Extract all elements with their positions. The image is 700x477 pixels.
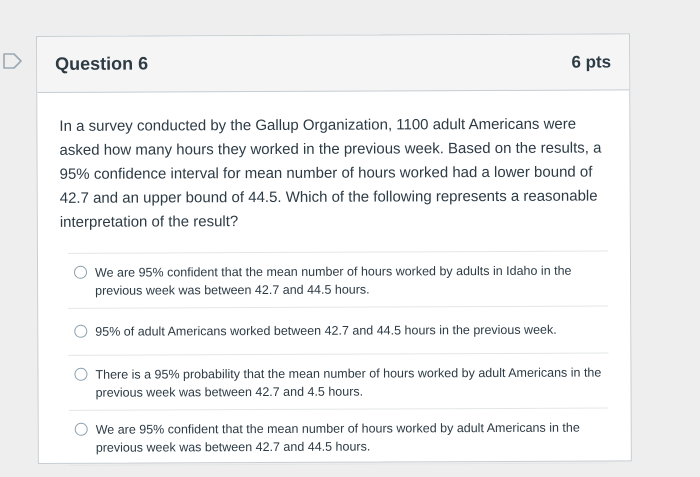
radio-icon[interactable]: [74, 266, 87, 279]
question-title: Question 6: [55, 53, 149, 74]
answer-label: There is a 95% probability that the mean number of hours worked by adult Americans in the previous week was between 42.7 and 4.5 hours.: [95, 365, 602, 400]
radio-icon[interactable]: [74, 325, 87, 338]
answer-list: [68, 251, 609, 466]
question-card: [36, 33, 632, 464]
radio-icon[interactable]: [74, 368, 87, 381]
answer-option-2[interactable]: [68, 307, 608, 356]
flag-question-icon[interactable]: [2, 52, 24, 70]
answer-label: We are 95% confident that the mean number of hours worked by adult Americans in the previous week was between 42.7 and 44.5 hours.: [95, 420, 580, 455]
answer-option-4[interactable]: [69, 409, 609, 466]
question-header: [37, 34, 629, 93]
answer-label: 95% of adult Americans worked between 42.7 and 44.5 hours in the previous week.: [95, 322, 557, 339]
answer-option-3[interactable]: [68, 354, 608, 411]
answer-option-1[interactable]: [68, 252, 608, 309]
question-text: In a survey conducted by the Gallup Organization, 1100 adult Americans were asked how many hours they worked in the previous week. Based on the results, a 95% confidence interval for mean number of hours worked had a lower bound of 42.7 and an upper bound of 44.5. Which of the following represents a reasonable interpretation of the result?: [59, 115, 602, 231]
radio-icon[interactable]: [75, 423, 88, 436]
answer-label: We are 95% confident that the mean number of hours worked by adults in Idaho in the previous week was between 42.7 and 44.5 hours.: [95, 263, 572, 298]
question-points: 6 pts: [571, 51, 612, 72]
